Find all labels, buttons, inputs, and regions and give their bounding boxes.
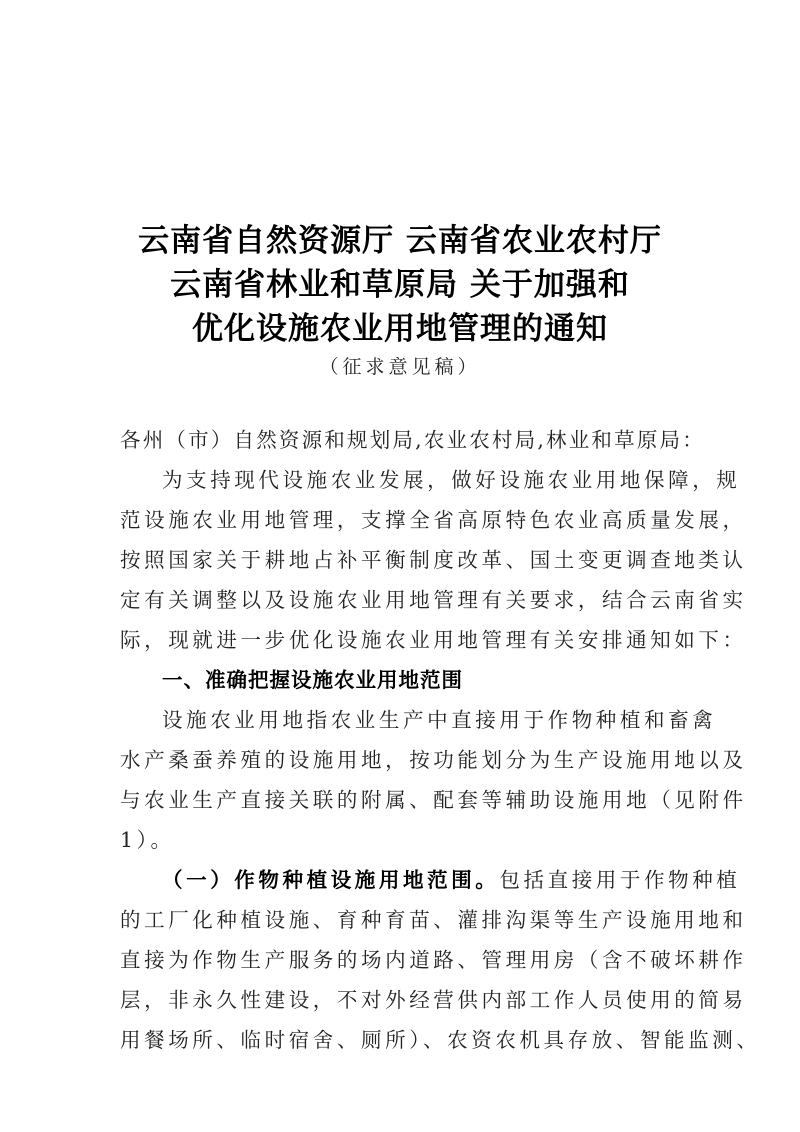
draft-subtitle: （征求意见稿）: [319, 356, 481, 378]
subsection1-first-line: [162, 865, 741, 895]
document-title-line-2: 云南省林业和草原局 关于加强和: [170, 267, 630, 303]
subsection1-line: 层，非永久性建设，不对外经营供内部工作人员使用的简易: [120, 988, 747, 1012]
section1-line: 水产桑蚕养殖的设施用地，按功能划分为生产设施用地以及: [120, 748, 747, 772]
subsection1-line: 直接为作物生产服务的场内道路、管理用房（含不破坏耕作: [120, 948, 747, 972]
section-heading-1: 一、准确把握设施农业用地范围: [162, 668, 463, 692]
intro-line: 定有关调整以及设施农业用地管理有关要求，结合云南省实: [120, 588, 747, 612]
section1-line: 与农业生产直接关联的附属、配套等辅助设施用地（见附件: [120, 788, 747, 812]
document-title-line-1: 云南省自然资源厅 云南省农业农村厅: [138, 223, 662, 259]
intro-line: 按照国家关于耕地占补平衡制度改革、国土变更调查地类认: [120, 548, 747, 572]
section1-line: 1）。: [120, 828, 175, 852]
intro-line: 为支持现代设施农业发展，做好设施农业用地保障，规: [162, 468, 741, 492]
salutation: 各州（市）自然资源和规划局,农业农村局,林业和草原局：: [120, 428, 705, 452]
document-title-line-3: 优化设施农业用地管理的通知: [192, 311, 608, 347]
subsection-heading-1: （一）作物种植设施用地范围。: [162, 868, 500, 892]
intro-line: 际，现就进一步优化设施农业用地管理有关安排通知如下：: [120, 628, 747, 652]
subsection1-line: 用餐场所、临时宿舍、厕所）、农资农机具存放、智能监测、: [120, 1028, 761, 1052]
intro-line: 范设施农业用地管理，支撑全省高原特色农业高质量发展，: [120, 508, 747, 532]
subsection1-text: 包括直接用于作物种植: [499, 868, 741, 892]
subsection1-line: 的工厂化种植设施、育种育苗、灌排沟渠等生产设施用地和: [120, 908, 747, 932]
section1-line: 设施农业用地指农业生产中直接用于作物种植和畜禽: [162, 708, 717, 732]
